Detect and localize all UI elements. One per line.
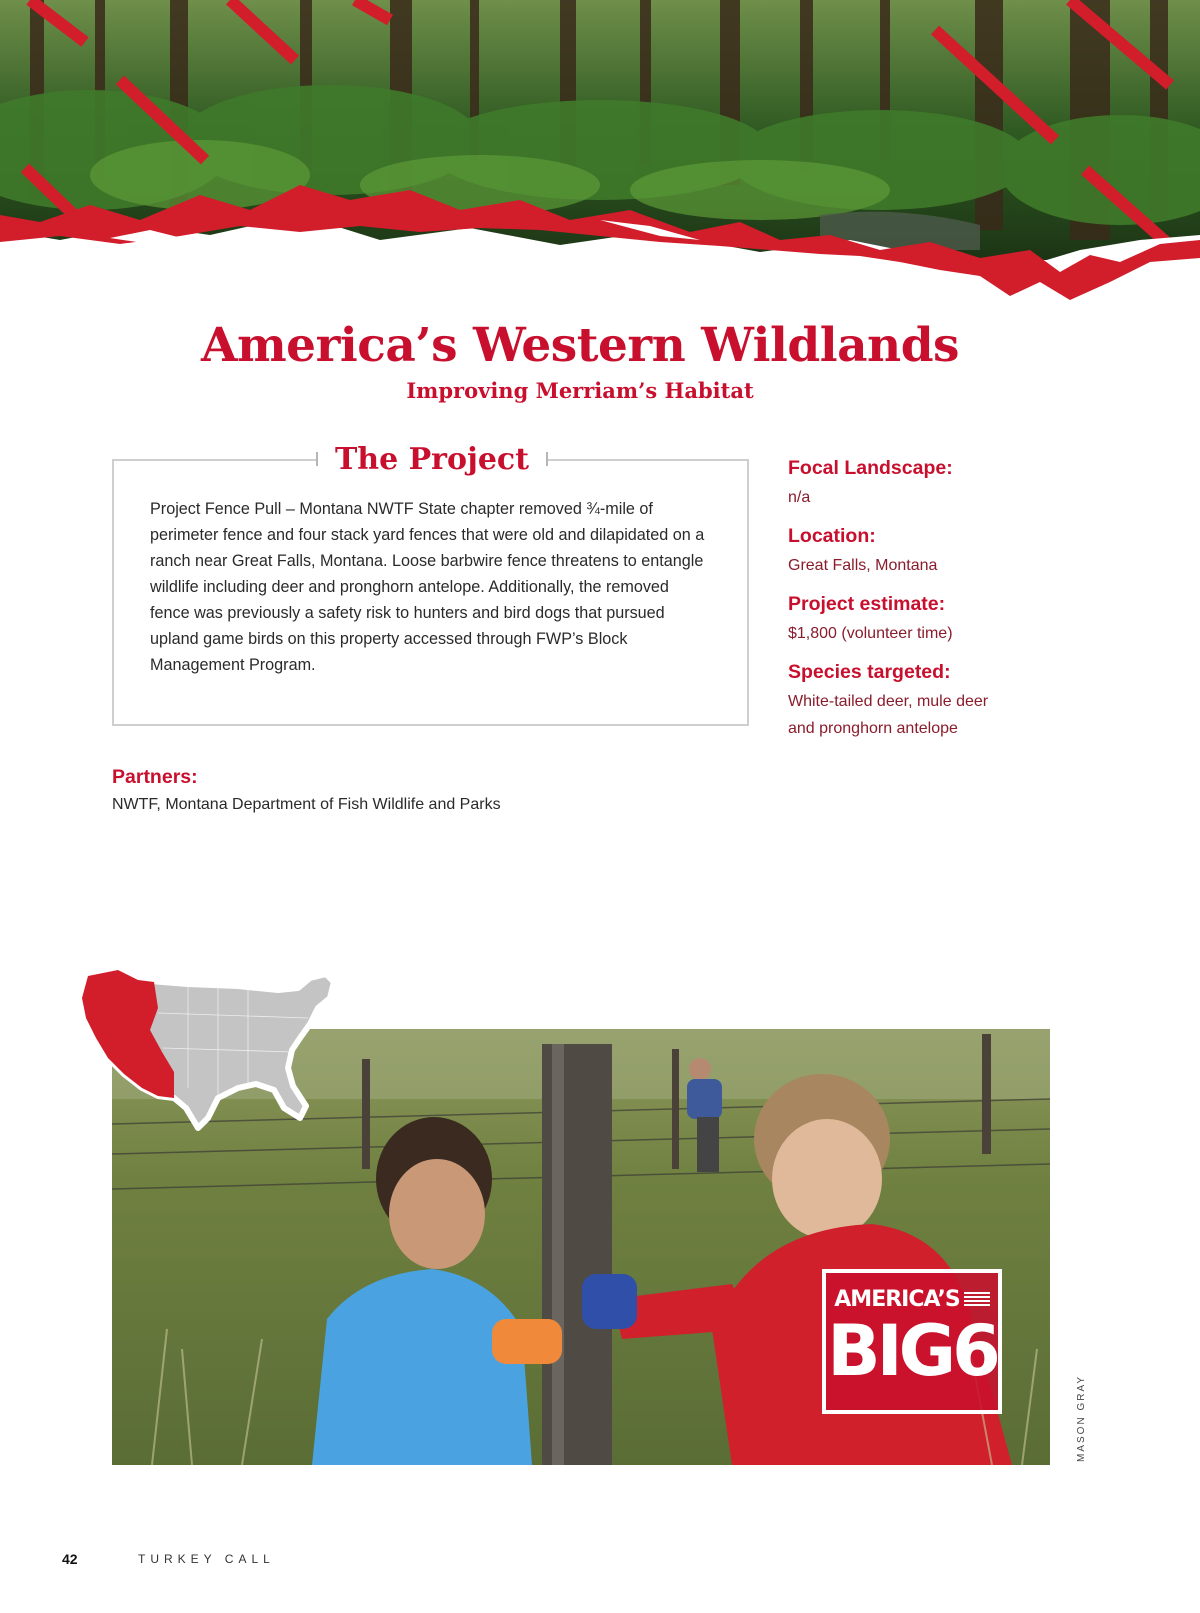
big6-top-row xyxy=(834,1287,989,1312)
project-estimate-label: Project estimate: xyxy=(788,593,946,615)
project-info-column xyxy=(788,457,1078,756)
forest-image xyxy=(0,0,1200,315)
page-subtitle: Improving Merriam’s Habitat xyxy=(406,378,754,403)
focal-landscape-value: n/a xyxy=(788,489,811,506)
project-description: Project Fence Pull – Montana NWTF State chapter removed ¾-mile of perimeter fence and four stack yard fences that were old and dilapidated on a ranch near Great Falls, Montana. Loose barbwire fence threatens to entangle wildlife including deer and pronghorn antelope. Additionally, the removed fence was previously a safety risk to hunters and bird dogs that pursued upland game birds on this property accessed through FWP’s Block Management Program. xyxy=(150,500,705,674)
page-title: America’s Western Wildlands xyxy=(200,318,960,373)
page-number: 42 xyxy=(62,1551,78,1567)
species-line-2: and pronghorn antelope xyxy=(788,720,958,737)
magazine-name: TURKEY CALL xyxy=(138,1552,275,1566)
header-forest-banner xyxy=(0,0,1200,315)
flag-icon xyxy=(964,1292,990,1308)
big6-top-text: AMERICA’S xyxy=(834,1287,960,1312)
project-heading: The Project xyxy=(334,442,530,477)
focal-landscape-label: Focal Landscape: xyxy=(788,457,953,479)
partners-value: NWTF, Montana Department of Fish Wildlife and Parks xyxy=(112,796,501,813)
location-value: Great Falls, Montana xyxy=(788,557,938,574)
project-heading-wrap xyxy=(316,440,548,480)
big6-bottom-text: BIG6 xyxy=(827,1310,997,1392)
photo-credit: MASON GRAY xyxy=(1076,1374,1087,1462)
partners-label: Partners: xyxy=(112,766,198,788)
location-label: Location: xyxy=(788,525,876,547)
project-estimate-value: $1,800 (volunteer time) xyxy=(788,625,953,642)
species-targeted-value xyxy=(788,688,1078,742)
species-line-1: White-tailed deer, mule deer xyxy=(788,693,989,710)
americas-big6-logo xyxy=(822,1269,1002,1414)
us-map-icon xyxy=(78,968,348,1136)
species-targeted-label: Species targeted: xyxy=(788,661,951,683)
